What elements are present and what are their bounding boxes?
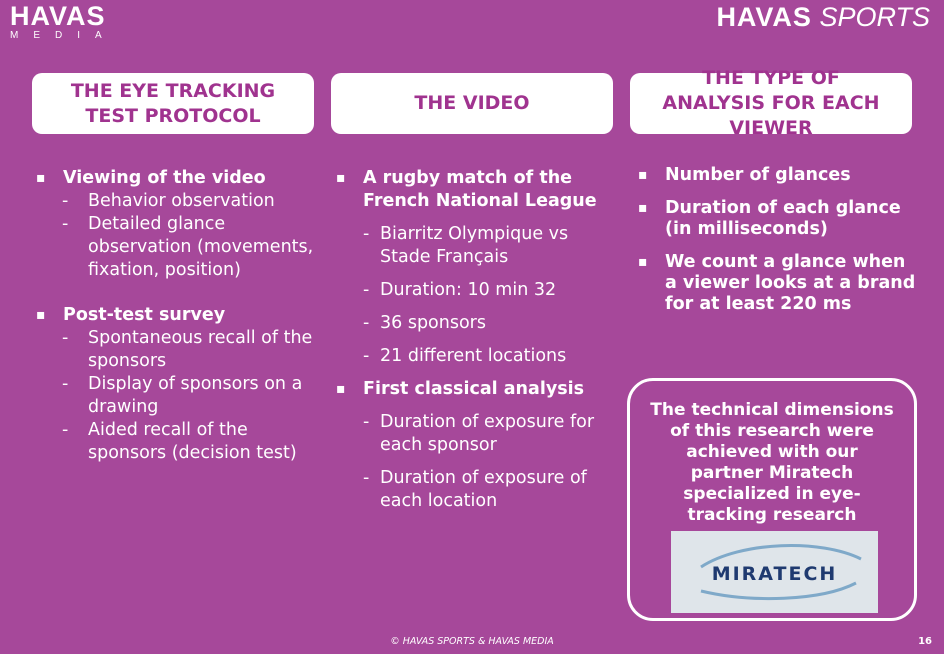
item-exposure-location: - Duration of exposure of each location (336, 467, 616, 513)
item-teams: - Biarritz Olympique vs Stade Français (336, 223, 616, 269)
header-the-video-text: THE VIDEO (414, 92, 530, 114)
column-protocol (36, 167, 316, 465)
item-aided-recall: - Aided recall of the sponsors (decision test) (36, 419, 316, 465)
item-sponsors-count: - 36 sponsors (336, 312, 616, 335)
column-analysis (638, 165, 918, 315)
bullet-rugby-match: ▪ A rugby match of the French National League (336, 167, 616, 213)
item-detailed-glance: - Detailed glance observation (movements, fixation, position) (36, 213, 316, 282)
havas-sports-logo-italic: SPORTS (819, 2, 930, 32)
header-eye-tracking-protocol-text: THE EYE TRACKING TEST PROTOCOL (70, 79, 276, 127)
item-display-sponsors: - Display of sponsors on a drawing (36, 373, 316, 419)
column-video (336, 167, 616, 513)
miratech-logo-text: MIRATECH (711, 563, 838, 585)
bullet-glance-definition: ▪ We count a glance when a viewer looks at a brand for at least 220 ms (638, 252, 918, 315)
bullet-first-analysis: ▪ First classical analysis (336, 378, 616, 401)
bullet-post-test-survey: ▪ Post-test survey (36, 304, 316, 327)
footer-copyright: © HAVAS SPORTS & HAVAS MEDIA (390, 636, 554, 647)
header-type-of-analysis-text: THE TYPE OF ANALYSIS FOR EACH VIEWER (662, 67, 880, 139)
callout-text: The technical dimensions of this research were achieved with our partner Miratech specialized in eye-tracking research (650, 400, 894, 525)
item-locations-count: - 21 different locations (336, 345, 616, 368)
header-type-of-analysis (630, 67, 912, 139)
havas-sports-logo-bold: HAVAS (716, 2, 812, 32)
havas-media-logo-main: HAVAS (10, 1, 106, 31)
bullet-number-of-glances: ▪ Number of glances (638, 165, 918, 186)
item-duration: - Duration: 10 min 32 (336, 279, 616, 302)
bullet-viewing-video: ▪ Viewing of the video (36, 167, 316, 190)
havas-sports-logo (716, 2, 930, 33)
header-eye-tracking-protocol (32, 73, 314, 134)
header-the-video (331, 73, 613, 134)
havas-media-logo-sub: MEDIA (10, 30, 117, 41)
page-number: 16 (918, 636, 932, 647)
bullet-glance-duration: ▪ Duration of each glance (in milliseconds) (638, 198, 918, 240)
item-spontaneous-recall: - Spontaneous recall of the sponsors (36, 327, 316, 373)
havas-media-logo (10, 2, 120, 42)
item-behavior-observation: - Behavior observation (36, 190, 316, 213)
item-exposure-sponsor: - Duration of exposure for each sponsor (336, 411, 616, 457)
miratech-logo (671, 531, 878, 613)
